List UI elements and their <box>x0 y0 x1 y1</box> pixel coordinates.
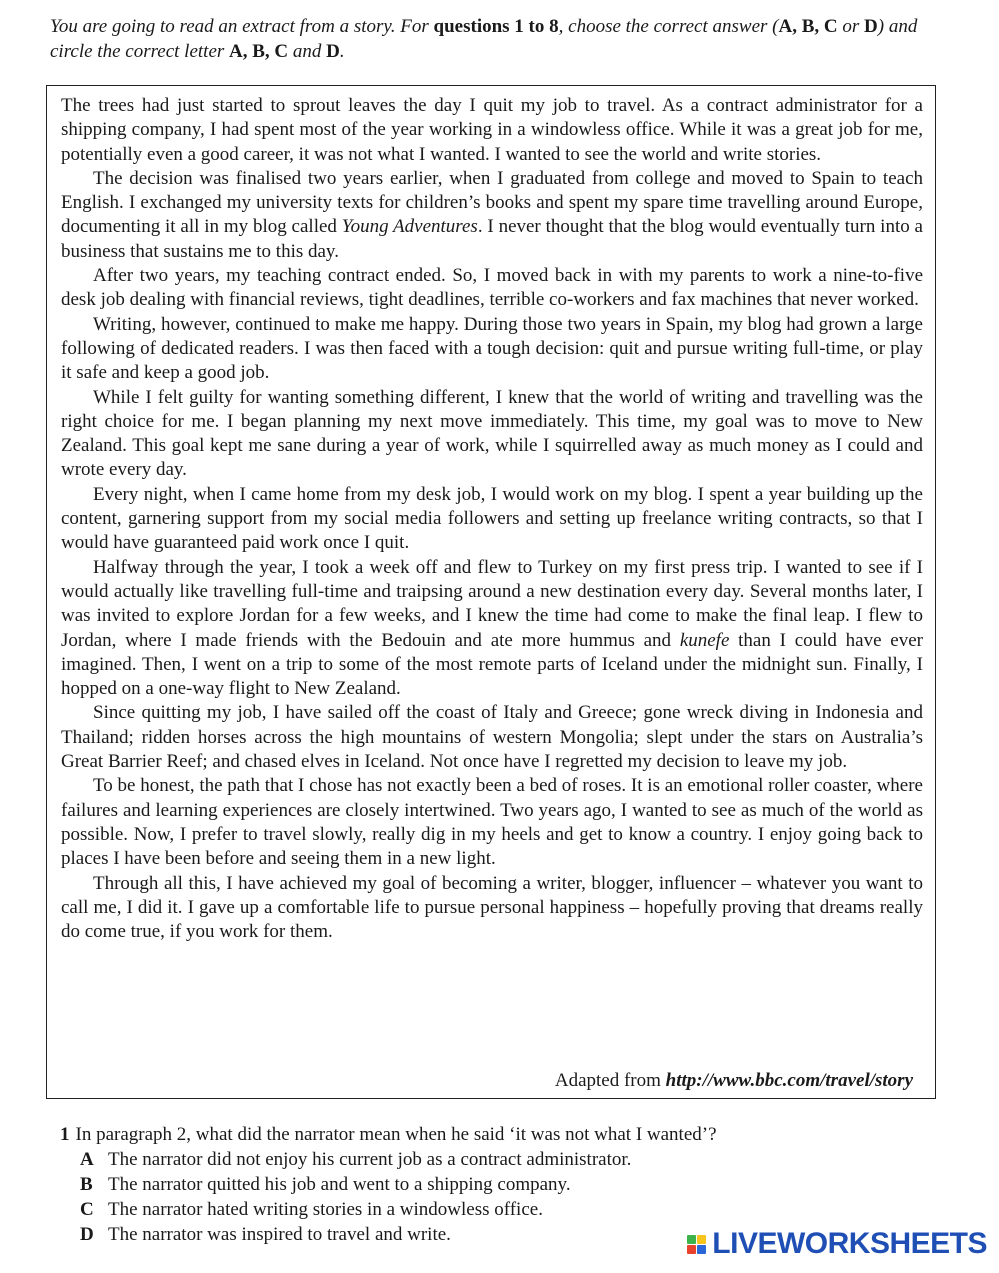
question-text: In paragraph 2, what did the narrator mean when he said ‘it was not what I wanted’? <box>75 1124 717 1145</box>
option-text: The narrator was inspired to travel and write. <box>108 1224 451 1245</box>
option-letter: A <box>80 1149 94 1170</box>
instructions-text-4: ) and circle the correct letter <box>50 16 918 62</box>
source-citation <box>555 1070 913 1092</box>
logo-square-green <box>687 1235 696 1244</box>
liveworksheets-logo <box>687 1227 987 1261</box>
option-a[interactable] <box>80 1147 940 1172</box>
option-text: The narrator did not enjoy his current job as a contract administrator. <box>108 1149 632 1170</box>
paragraph-7 <box>61 556 923 702</box>
logo-square-red <box>687 1245 696 1254</box>
logo-square-yellow <box>697 1235 706 1244</box>
paragraph-2-start: The decision was finalised two years earlier, when I graduated from college and moved to Spain to teach English. I exchanged my university texts for children’s books and spent my spare time travelling around Europe, documenting it all in my blog called <box>61 167 923 238</box>
question-stem <box>60 1122 940 1147</box>
option-c[interactable] <box>80 1197 940 1222</box>
paragraph-1: The trees had just started to sprout leaves the day I quit my job to travel. As a contract administrator for a shipping company, I had spent most of the year working in a windowless office. While it was a great job for me, potentially even a good career, it was not what I wanted. I wanted to see the world and write stories. <box>61 95 923 165</box>
instructions-text-5: and <box>288 41 327 62</box>
instructions <box>50 14 950 64</box>
paragraph-2-end: . I never thought that the blog would eventually turn into a business that sustains me to this day. <box>61 216 923 262</box>
option-letter: C <box>80 1199 94 1220</box>
logo-icon <box>687 1235 706 1254</box>
instructions-bold-5: D <box>326 41 340 62</box>
paragraph-2 <box>61 167 923 264</box>
paragraph-6: Every night, when I came home from my desk job, I would work on my blog. I spent a year building up the content, garnering support from my social media followers and setting up freelance writing contracts, so that I would have guaranteed paid work once I quit. <box>61 483 923 554</box>
instructions-bold-4: A, B, C <box>229 41 289 62</box>
paragraph-10: Through all this, I have achieved my goal of becoming a writer, blogger, influencer – whatever you want to call me, I did it. I gave up a comfortable life to pursue personal happiness – hopefully proving that dreams really do come true, if you work for them. <box>61 872 923 943</box>
option-text: The narrator quitted his job and went to a shipping company. <box>108 1174 571 1195</box>
paragraph-3: After two years, my teaching contract ended. So, I moved back in with my parents to work a nine-to-five desk job dealing with financial reviews, tight deadlines, terrible co-workers and fax machines that never worked. <box>61 265 923 311</box>
source-url: http://www.bbc.com/travel/story <box>665 1070 913 1091</box>
paragraph-7-start: Halfway through the year, I took a week off and flew to Turkey on my first press trip. I wanted to see if I would actually like travelling full-time and traipsing around a new destination every day. Several months later, I was invited to explore Jordan for a few weeks, and I knew the time had come to make the final leap. I flew to Jordan, where I made friends with the Bedouin and ate more hummus and <box>61 556 923 651</box>
reading-passage <box>46 85 936 1099</box>
instructions-bold-3: D <box>864 16 878 37</box>
instructions-text-3: or <box>837 16 865 37</box>
instructions-text-2: , choose the correct answer ( <box>558 16 779 37</box>
option-b[interactable] <box>80 1172 940 1197</box>
question-number: 1 <box>60 1124 70 1145</box>
paragraph-8: Since quitting my job, I have sailed off the coast of Italy and Greece; gone wreck diving in Indonesia and Thailand; ridden horses across the high mountains of western Mongolia; slept under the stars on Australia’s Great Barrier Reef; and chased elves in Iceland. Not once have I regretted my decision to leave my job. <box>61 702 923 773</box>
paragraph-5: While I felt guilty for wanting something different, I knew that the world of writing and travelling was the right choice for me. I began planning my next move immediately. This time, my goal was to move to New Zealand. This goal kept me sane during a year of work, while I squirrelled away as much money as I could and wrote every day. <box>61 386 923 481</box>
blog-title: Young Adventures <box>341 216 478 238</box>
paragraph-7-end: than I could have ever imagined. Then, I went on a trip to some of the most remote parts of Iceland under the midnight sun. Finally, I hopped on a one-way flight to New Zealand. <box>61 629 923 700</box>
paragraph-9: To be honest, the path that I chose has not exactly been a bed of roses. It is an emotional roller coaster, where failures and learning experiences are closely intertwined. Two years ago, I wanted to see as much of the world as possible. Now, I prefer to travel slowly, really dig in my heels and get to know a country. I enjoy going back to places I have been before and seeing them in a new light. <box>61 775 923 870</box>
logo-text: LIVEWORKSHEETS <box>712 1227 987 1260</box>
logo-square-blue <box>697 1245 706 1254</box>
instructions-text-6: . <box>339 41 345 62</box>
instructions-bold-2: A, B, C <box>778 16 838 37</box>
instructions-bold-1: questions 1 to 8 <box>433 16 559 37</box>
paragraph-4: Writing, however, continued to make me happy. During those two years in Spain, my blog had grown a large following of dedicated readers. I was then faced with a tough decision: quit and pursue writing full-time, or play it safe and keep a good job. <box>61 313 923 384</box>
source-prefix: Adapted from <box>554 1070 666 1091</box>
option-letter: B <box>80 1174 93 1195</box>
instructions-text-1: You are going to read an extract from a story. For <box>50 16 434 37</box>
option-letter: D <box>80 1224 94 1245</box>
option-text: The narrator hated writing stories in a windowless office. <box>108 1199 543 1220</box>
kunefe-word: kunefe <box>679 629 730 651</box>
